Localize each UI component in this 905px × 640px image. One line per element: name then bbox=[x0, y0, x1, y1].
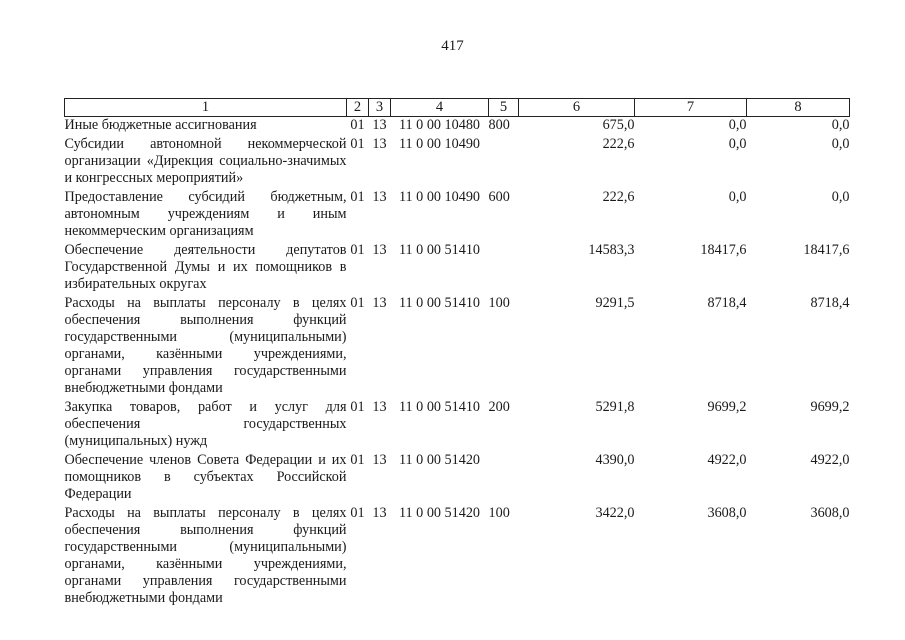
row-rz: 01 bbox=[350, 399, 365, 415]
row-year2: 0,0 bbox=[728, 136, 747, 152]
row-year1: 4390,0 bbox=[595, 452, 635, 468]
row-vr bbox=[489, 242, 519, 295]
row-rz: 01 bbox=[350, 452, 365, 468]
row-csr: 11 0 00 51410 bbox=[398, 242, 481, 258]
row-pr: 13 bbox=[372, 505, 387, 521]
row-year2: 4922,0 bbox=[707, 452, 747, 468]
table-row bbox=[65, 242, 850, 295]
row-name: Расходы на выплаты персоналу в целях обеспечения выполнения функций государственными (муниципальными) органами, казёнными учреждениями, органами управления государственными внебюджетными фондами bbox=[64, 295, 347, 396]
row-name: Обеспечение деятельности депутатов Государственной Думы и их помощников в избирательных округах bbox=[64, 242, 347, 292]
header-col-2: 2 bbox=[347, 99, 369, 117]
row-vr: 100 bbox=[488, 295, 510, 311]
row-vr bbox=[489, 136, 519, 189]
row-rz: 01 bbox=[350, 295, 365, 311]
row-year1: 222,6 bbox=[602, 136, 635, 152]
row-vr: 100 bbox=[488, 505, 510, 521]
row-vr: 600 bbox=[488, 189, 510, 205]
row-name: Закупка товаров, работ и услуг для обеспечения государственных (муниципальных) нужд bbox=[64, 399, 347, 449]
row-vr: 200 bbox=[488, 399, 510, 415]
row-year3: 0,0 bbox=[831, 136, 850, 152]
row-vr: 800 bbox=[488, 117, 510, 133]
row-name: Субсидии автономной некоммерческой организации «Дирекция социально-значимых и конгрессных мероприятий» bbox=[64, 136, 347, 186]
row-rz: 01 bbox=[350, 117, 365, 133]
header-col-5: 5 bbox=[489, 99, 519, 117]
row-csr: 11 0 00 51420 bbox=[398, 505, 481, 521]
row-rz: 01 bbox=[350, 136, 365, 152]
row-csr: 11 0 00 10490 bbox=[398, 136, 481, 152]
header-col-4: 4 bbox=[391, 99, 489, 117]
row-year3: 8718,4 bbox=[810, 295, 850, 311]
row-rz: 01 bbox=[350, 505, 365, 521]
row-csr: 11 0 00 51410 bbox=[398, 295, 481, 311]
header-col-8: 8 bbox=[747, 99, 850, 117]
row-year1: 675,0 bbox=[602, 117, 635, 133]
table-row bbox=[65, 505, 850, 609]
row-year1: 9291,5 bbox=[595, 295, 635, 311]
row-csr: 11 0 00 10490 bbox=[398, 189, 481, 205]
table-row bbox=[65, 117, 850, 137]
row-rz: 01 bbox=[350, 189, 365, 205]
row-csr: 11 0 00 51410 bbox=[398, 399, 481, 415]
page-number: 417 bbox=[441, 38, 464, 54]
row-pr: 13 bbox=[372, 189, 387, 205]
row-year3: 9699,2 bbox=[810, 399, 850, 415]
row-year3: 0,0 bbox=[831, 189, 850, 205]
row-year3: 4922,0 bbox=[810, 452, 850, 468]
row-pr: 13 bbox=[372, 136, 387, 152]
row-year2: 18417,6 bbox=[700, 242, 747, 258]
row-csr: 11 0 00 51420 bbox=[398, 452, 481, 468]
table-row bbox=[65, 189, 850, 242]
row-year2: 8718,4 bbox=[707, 295, 747, 311]
table-row bbox=[65, 399, 850, 452]
header-col-6: 6 bbox=[519, 99, 635, 117]
row-rz: 01 bbox=[350, 242, 365, 258]
row-year1: 5291,8 bbox=[595, 399, 635, 415]
row-year1: 14583,3 bbox=[588, 242, 635, 258]
row-pr: 13 bbox=[372, 242, 387, 258]
header-col-7: 7 bbox=[635, 99, 747, 117]
row-vr bbox=[489, 452, 519, 505]
row-year2: 3608,0 bbox=[707, 505, 747, 521]
header-col-3: 3 bbox=[369, 99, 391, 117]
table-row bbox=[65, 452, 850, 505]
header-col-1: 1 bbox=[65, 99, 347, 117]
row-name: Обеспечение членов Совета Федерации и их помощников в субъектах Российской Федерации bbox=[64, 452, 347, 502]
row-year1: 3422,0 bbox=[595, 505, 635, 521]
row-year3: 3608,0 bbox=[810, 505, 850, 521]
table-row bbox=[65, 136, 850, 189]
row-year2: 9699,2 bbox=[707, 399, 747, 415]
row-pr: 13 bbox=[372, 452, 387, 468]
row-pr: 13 bbox=[372, 117, 387, 133]
row-year3: 0,0 bbox=[831, 117, 850, 133]
header-row bbox=[65, 99, 850, 117]
row-year1: 222,6 bbox=[602, 189, 635, 205]
row-csr: 11 0 00 10480 bbox=[398, 117, 481, 133]
row-pr: 13 bbox=[372, 399, 387, 415]
row-year2: 0,0 bbox=[728, 189, 747, 205]
row-name: Расходы на выплаты персоналу в целях обеспечения выполнения функций государственными (муниципальными) органами, казёнными учреждениями, органами управления государственными внебюджетными фондами bbox=[64, 505, 347, 606]
row-name: Предоставление субсидий бюджетным, автономным учреждениям и иным некоммерческим организациям bbox=[64, 189, 347, 239]
row-year2: 0,0 bbox=[728, 117, 747, 133]
row-pr: 13 bbox=[372, 295, 387, 311]
budget-table bbox=[64, 98, 850, 609]
table-row bbox=[65, 295, 850, 399]
row-name: Иные бюджетные ассигнования bbox=[64, 117, 257, 133]
row-year3: 18417,6 bbox=[803, 242, 850, 258]
